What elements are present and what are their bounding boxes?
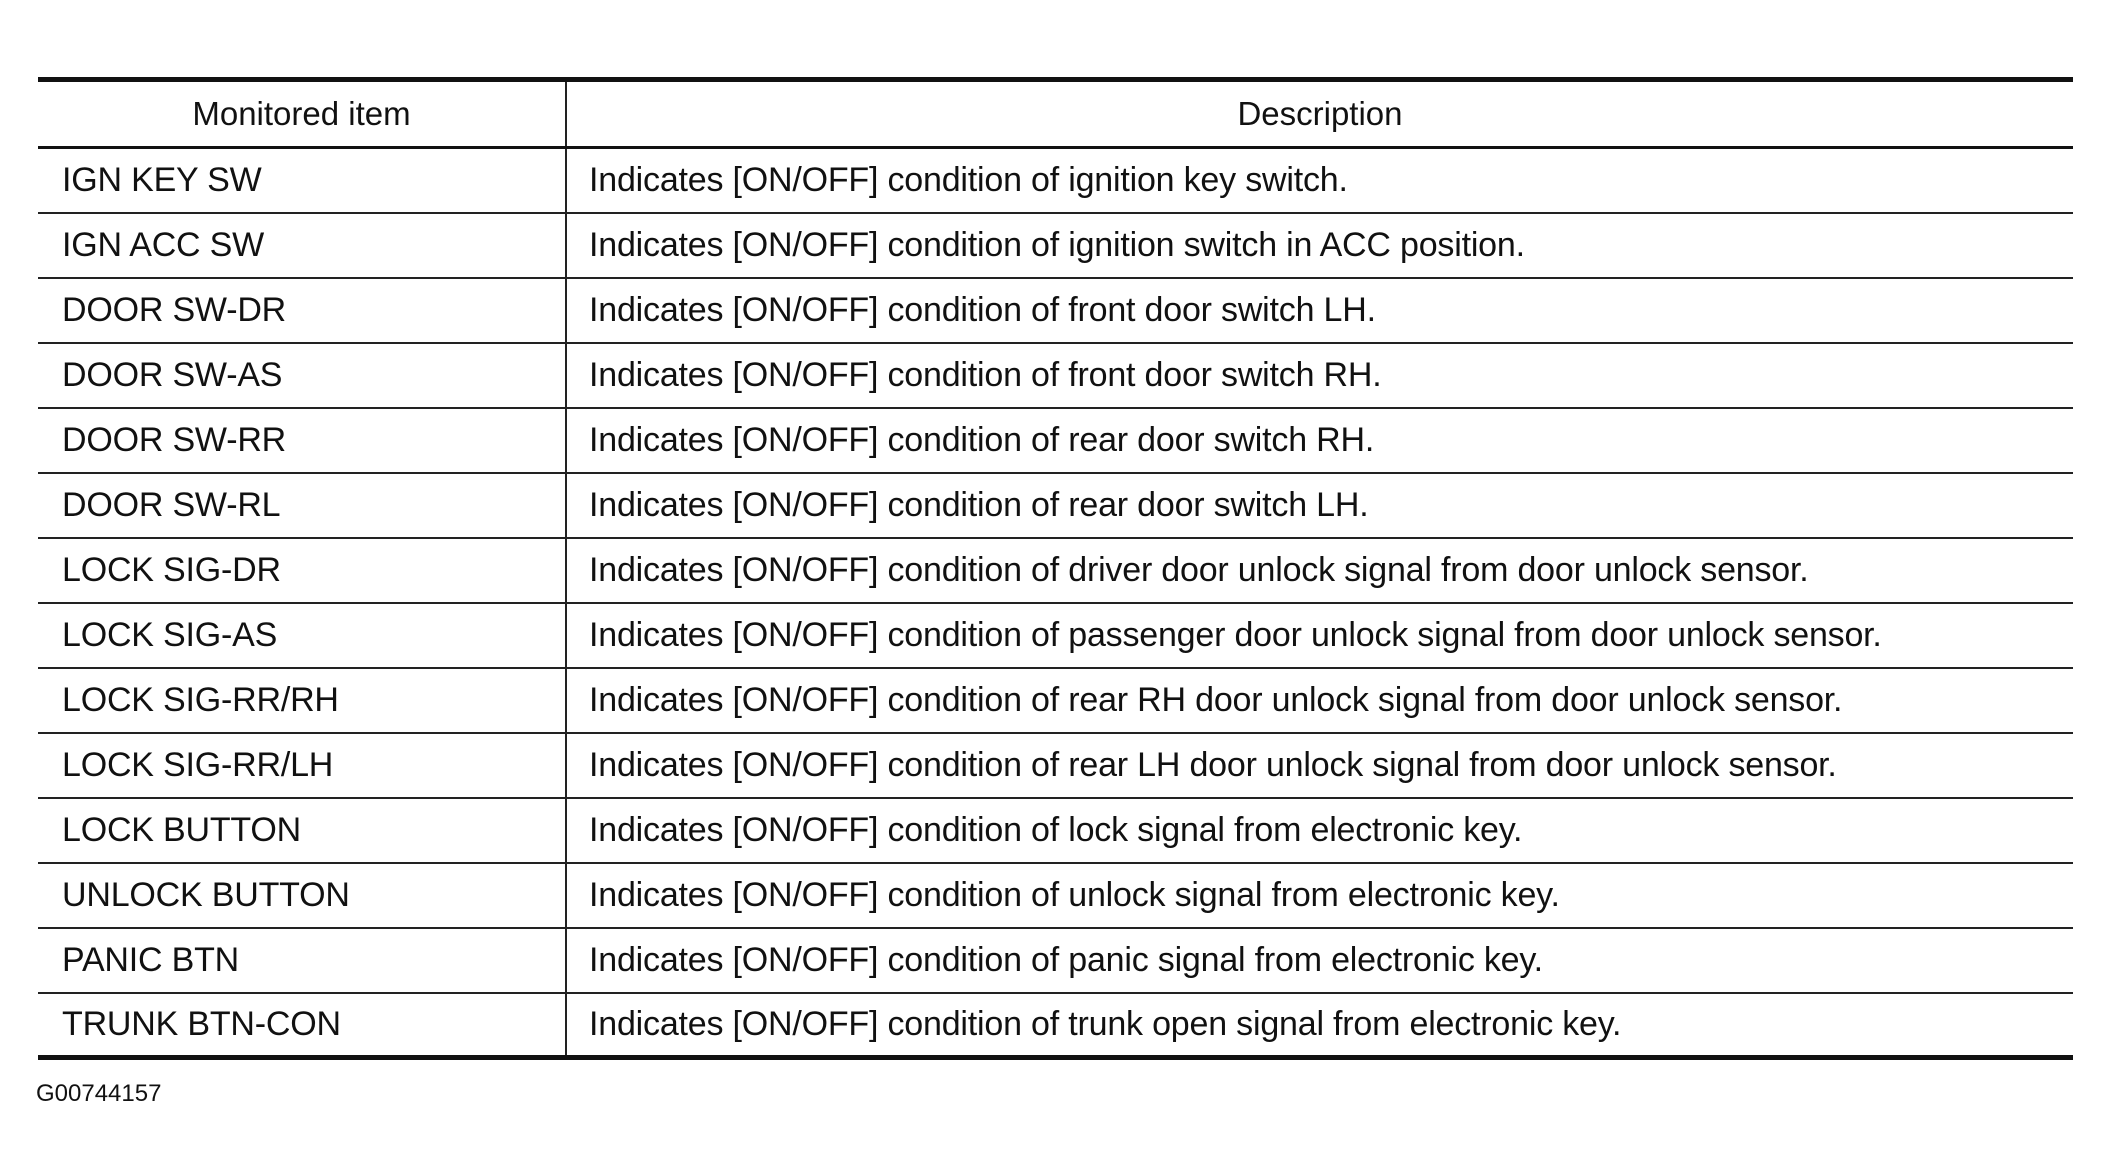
row-description: Indicates [ON/OFF] condition of rear RH door unlock signal from door unlock sensor. bbox=[566, 668, 2073, 733]
row-item: LOCK SIG-RR/LH bbox=[38, 733, 566, 798]
row-description: Indicates [ON/OFF] condition of front door switch RH. bbox=[566, 343, 2073, 408]
header-description: Description bbox=[566, 80, 2073, 148]
row-description: Indicates [ON/OFF] condition of unlock signal from electronic key. bbox=[566, 863, 2073, 928]
monitored-items-table bbox=[38, 77, 2073, 1060]
row-item: LOCK SIG-AS bbox=[38, 603, 566, 668]
table-row bbox=[38, 538, 2073, 603]
row-item: UNLOCK BUTTON bbox=[38, 863, 566, 928]
table-row bbox=[38, 278, 2073, 343]
row-item: PANIC BTN bbox=[38, 928, 566, 993]
row-item: DOOR SW-DR bbox=[38, 278, 566, 343]
table-header-row bbox=[38, 80, 2073, 148]
header-monitored-item: Monitored item bbox=[38, 80, 566, 148]
table-row bbox=[38, 603, 2073, 668]
table-row bbox=[38, 213, 2073, 278]
row-item: DOOR SW-AS bbox=[38, 343, 566, 408]
row-description: Indicates [ON/OFF] condition of rear door switch LH. bbox=[566, 473, 2073, 538]
row-item: DOOR SW-RR bbox=[38, 408, 566, 473]
row-description: Indicates [ON/OFF] condition of trunk open signal from electronic key. bbox=[566, 993, 2073, 1058]
row-description: Indicates [ON/OFF] condition of rear LH door unlock signal from door unlock sensor. bbox=[566, 733, 2073, 798]
figure-id-label: G00744157 bbox=[36, 1080, 162, 1107]
row-description: Indicates [ON/OFF] condition of driver door unlock signal from door unlock sensor. bbox=[566, 538, 2073, 603]
table-row bbox=[38, 473, 2073, 538]
row-item: LOCK SIG-DR bbox=[38, 538, 566, 603]
table-row bbox=[38, 928, 2073, 993]
table-row bbox=[38, 993, 2073, 1058]
row-item: LOCK BUTTON bbox=[38, 798, 566, 863]
row-item: IGN KEY SW bbox=[38, 148, 566, 213]
monitor-table-container bbox=[38, 77, 2073, 1060]
table-row bbox=[38, 408, 2073, 473]
table-row bbox=[38, 798, 2073, 863]
table-row bbox=[38, 733, 2073, 798]
row-description: Indicates [ON/OFF] condition of ignition key switch. bbox=[566, 148, 2073, 213]
table-row bbox=[38, 863, 2073, 928]
row-description: Indicates [ON/OFF] condition of rear door switch RH. bbox=[566, 408, 2073, 473]
table-row bbox=[38, 343, 2073, 408]
row-item: LOCK SIG-RR/RH bbox=[38, 668, 566, 733]
row-item: TRUNK BTN-CON bbox=[38, 993, 566, 1058]
row-description: Indicates [ON/OFF] condition of ignition switch in ACC position. bbox=[566, 213, 2073, 278]
row-description: Indicates [ON/OFF] condition of front door switch LH. bbox=[566, 278, 2073, 343]
table-row bbox=[38, 668, 2073, 733]
row-item: DOOR SW-RL bbox=[38, 473, 566, 538]
row-description: Indicates [ON/OFF] condition of passenger door unlock signal from door unlock sensor. bbox=[566, 603, 2073, 668]
table-row bbox=[38, 148, 2073, 213]
row-item: IGN ACC SW bbox=[38, 213, 566, 278]
row-description: Indicates [ON/OFF] condition of lock signal from electronic key. bbox=[566, 798, 2073, 863]
row-description: Indicates [ON/OFF] condition of panic signal from electronic key. bbox=[566, 928, 2073, 993]
